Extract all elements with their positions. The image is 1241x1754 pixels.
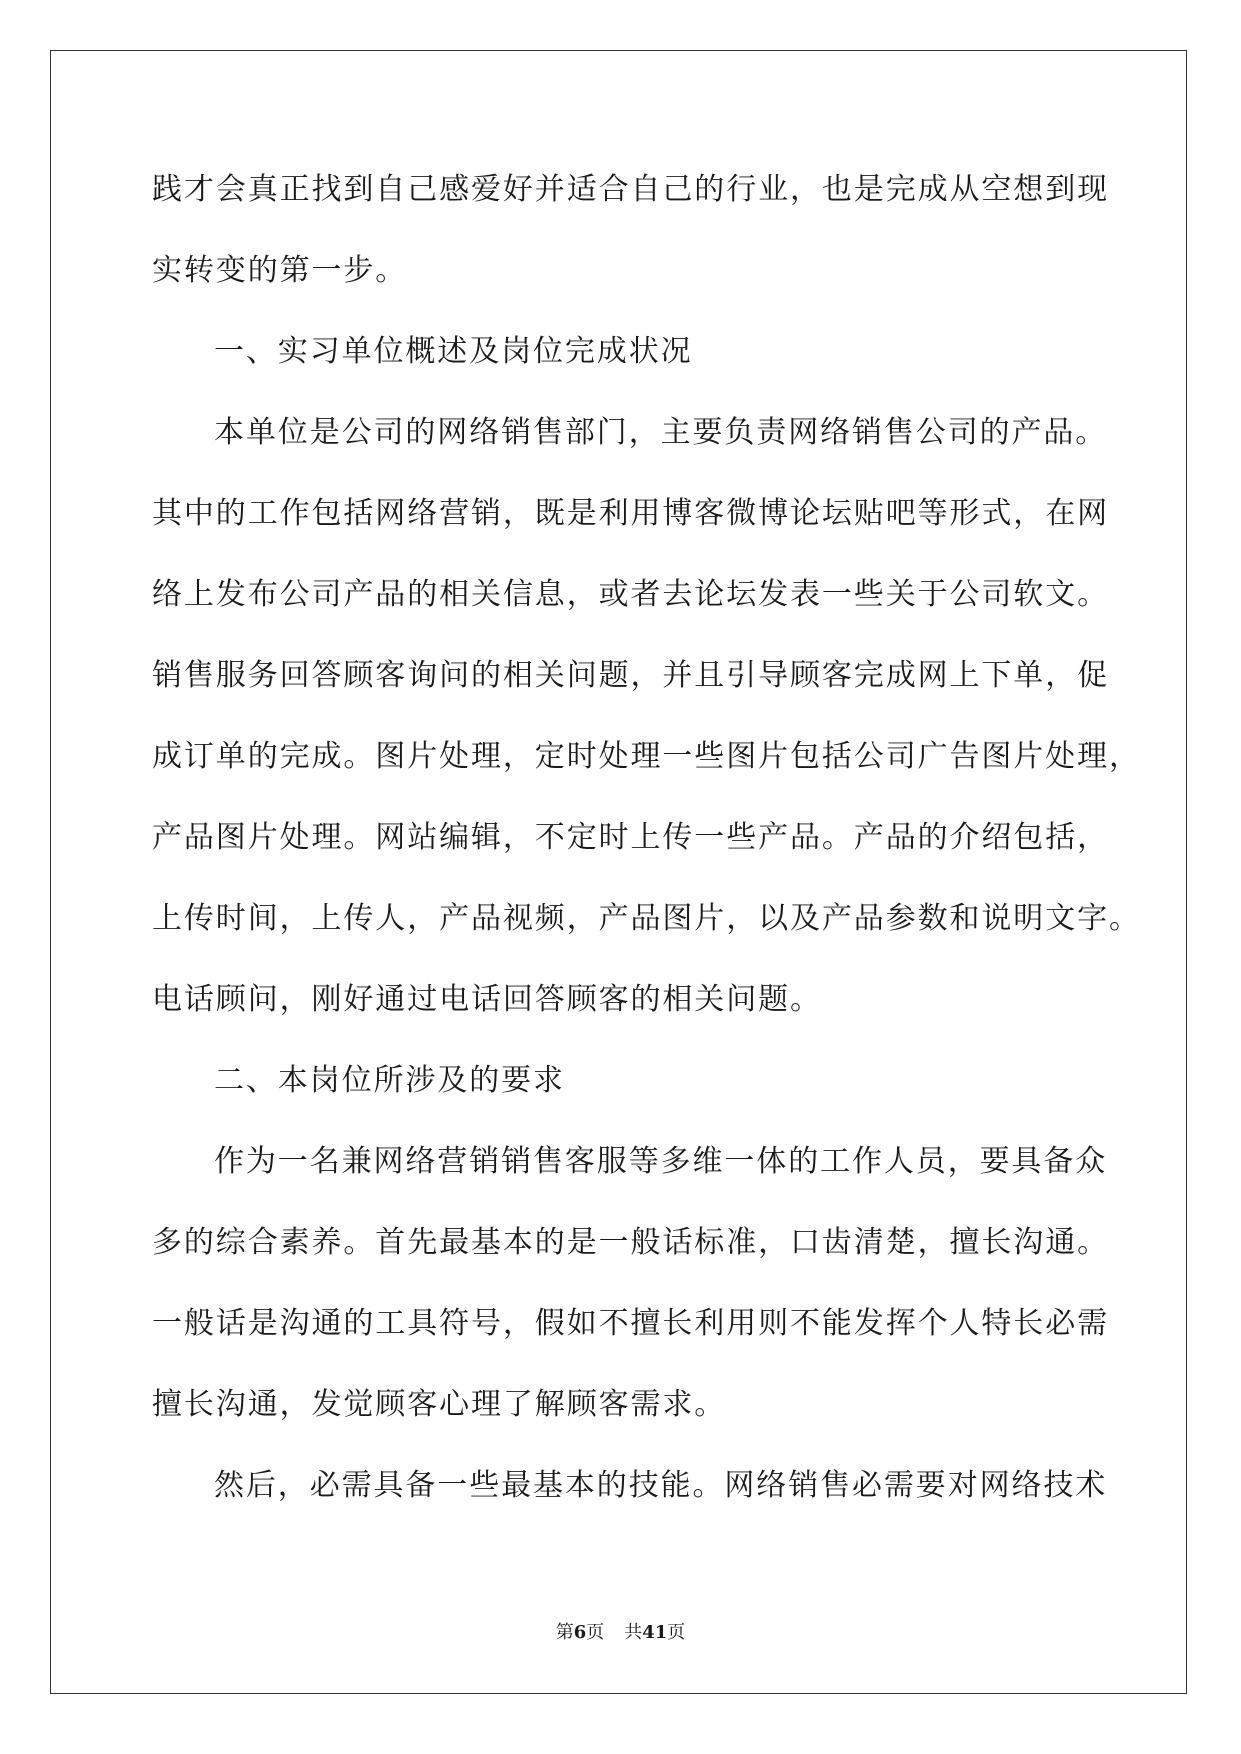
text-line: 本单位是公司的网络销售部门，主要负责网络销售公司的产品。 — [214, 415, 1108, 450]
text-line: 二、本岗位所涉及的要求 — [214, 1063, 565, 1098]
footer-page-current: 6 — [573, 1622, 587, 1643]
text-line: 产品图片处理。网站编辑，不定时上传一些产品。产品的介绍包括， — [152, 820, 1109, 855]
text-line: 然后，必需具备一些最基本的技能。网络销售必需要对网络技术 — [214, 1468, 1108, 1503]
footer-total-suffix: 页 — [667, 1622, 686, 1643]
document-body — [152, 160, 1141, 1537]
footer-page-mid: 页 — [586, 1622, 605, 1643]
text-line: 其中的工作包括网络营销，既是利用博客微博论坛贴吧等形式，在网 — [152, 496, 1109, 531]
text-line: 一般话是沟通的工具符号，假如不擅长利用则不能发挥个人特长必需 — [152, 1306, 1109, 1341]
text-line: 一、实习单位概述及岗位完成状况 — [214, 334, 693, 369]
text-line: 作为一名兼网络营销销售客服等多维一体的工作人员，要具备众 — [214, 1144, 1108, 1179]
text-line: 擅长沟通，发觉顾客心理了解顾客需求。 — [152, 1387, 727, 1422]
text-line: 络上发布公司产品的相关信息，或者去论坛发表一些关于公司软文。 — [152, 577, 1109, 612]
footer-total-prefix: 共 — [624, 1622, 643, 1643]
page-footer — [0, 1618, 1241, 1644]
text-line: 销售服务回答顾客询问的相关问题，并且引导顾客完成网上下单，促 — [152, 658, 1109, 693]
text-line: 践才会真正找到自己感爱好并适合自己的行业，也是完成从空想到现 — [152, 172, 1109, 207]
footer-page-prefix: 第 — [555, 1622, 574, 1643]
text-line: 电话顾问，刚好通过电话回答顾客的相关问题。 — [152, 982, 822, 1017]
text-line: 上传时间，上传人，产品视频，产品图片，以及产品参数和说明文字。 — [152, 901, 1141, 936]
footer-page-total: 41 — [642, 1622, 668, 1643]
text-line: 多的综合素养。首先最基本的是一般话标准，口齿清楚，擅长沟通。 — [152, 1225, 1109, 1260]
text-line: 实转变的第一步。 — [152, 253, 408, 288]
text-line: 成订单的完成。图片处理，定时处理一些图片包括公司广告图片处理， — [152, 739, 1141, 774]
